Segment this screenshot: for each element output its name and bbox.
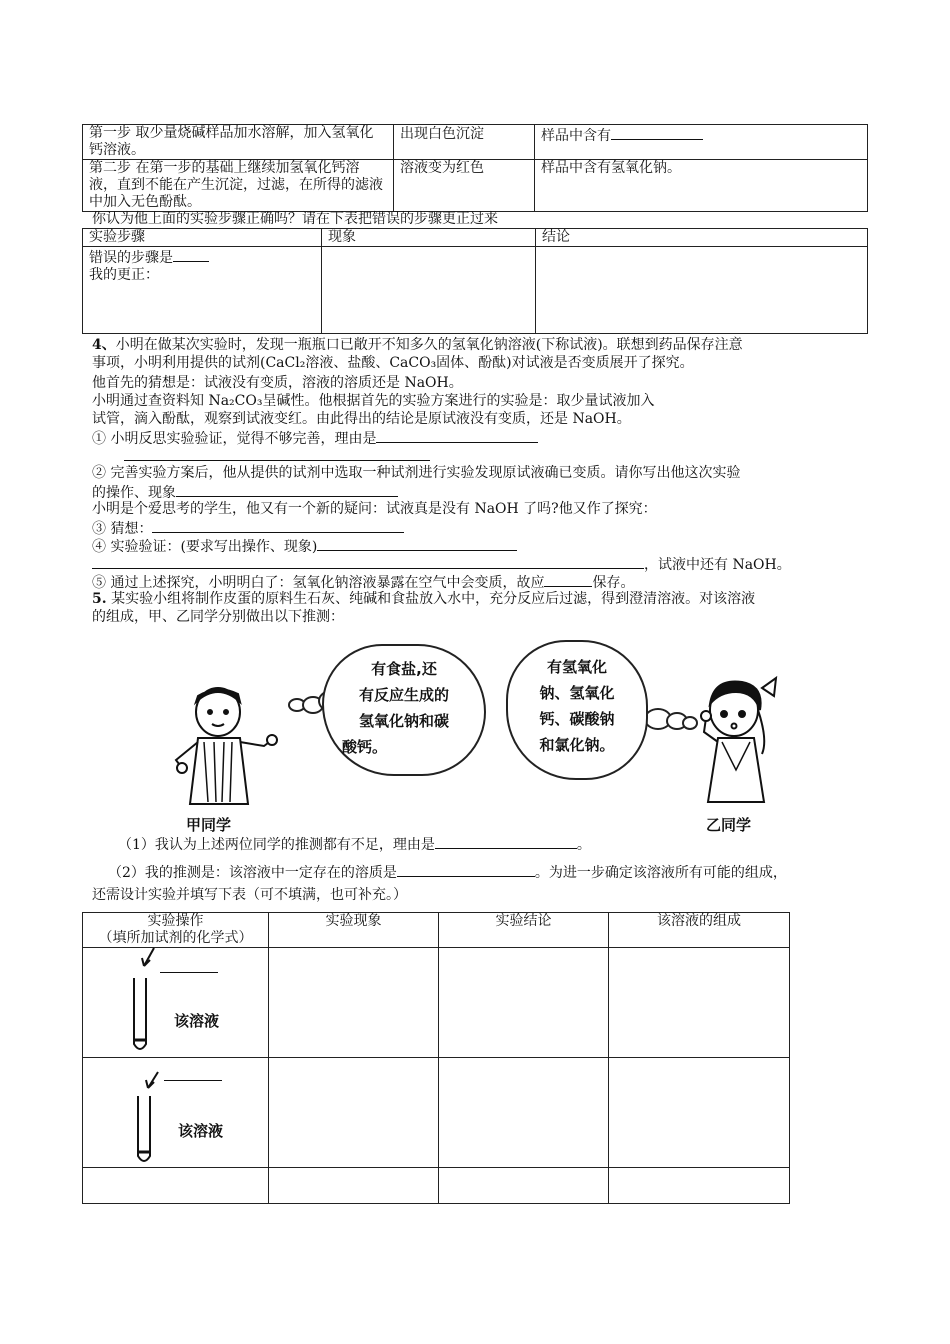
q4-line-5: 试管，滴入酚酞，观察到试液变红。由此得出的结论是原试液没有变质，还是 NaOH。 — [92, 411, 631, 427]
q4-line-9: 小明是个爱思考的学生，他又有一个新的疑问：试液真是没有 NaOH 了吗?他又作了探究： — [92, 501, 657, 517]
label-jia: 甲同学 — [186, 816, 232, 834]
phenomenon-cell: 出现白色沉淀 — [394, 125, 535, 160]
header-cell: 实验步骤 — [83, 229, 322, 247]
table-row — [83, 247, 868, 334]
result-table — [82, 124, 868, 212]
q4-line-6: ① 小明反思实验验证，觉得不够完善，理由是 — [92, 428, 538, 448]
composition-cell — [609, 948, 790, 1058]
table-row — [83, 1168, 790, 1204]
table-row — [83, 913, 790, 948]
phenomenon-cell — [322, 247, 536, 334]
q5-line-2: 的组成，甲、乙同学分别做出以下推测： — [92, 609, 344, 625]
header-cell: 实验结论 — [439, 913, 609, 948]
table-row — [83, 160, 868, 212]
answer-blank[interactable] — [435, 834, 577, 849]
answer-blank[interactable] — [173, 247, 209, 262]
phenomenon-cell — [269, 1168, 439, 1204]
reagent-blank[interactable] — [160, 958, 218, 973]
q5-part-1: （1）我认为上述两位同学的推测都有不足，理由是 。 — [118, 834, 591, 854]
q4-line-2: 事项，小明利用提供的试剂(CaCl₂溶液、盐酸、CaCO₃固体、酚酞)对试液是否变质展开了探究。 — [92, 355, 694, 371]
composition-cell — [609, 1168, 790, 1204]
q4-line-4: 小明通过查资料知 Na₂CO₃呈碱性。他根据首先的实验方案进行的实验是：取少量试液加入 — [92, 393, 655, 409]
thought-bubble-jia: 有食盐,还 有反应生成的 氢氧化钠和碳 酸钙。 — [322, 644, 486, 776]
phenomenon-cell — [269, 1058, 439, 1168]
q5-part-2: （2）我的推测是：该溶液中一定存在的溶质是 。为进一步确定该溶液所有可能的组成， — [108, 862, 787, 882]
tube-label: 该溶液 — [174, 1012, 220, 1030]
q5-part-2-cont: 还需设计实验并填写下表（可不填满，也可补充。） — [92, 887, 407, 903]
header-cell: 现象 — [322, 229, 536, 247]
q4-line-10: ③ 猜想： — [92, 518, 404, 538]
conclusion-cell — [536, 247, 868, 334]
header-cell: 结论 — [536, 229, 868, 247]
conclusion-cell — [439, 1168, 609, 1204]
q4-line-13: ⑤ 通过上述探究，小明明白了：氢氧化钠溶液暴露在空气中会变质，故应 保存。 — [92, 572, 634, 592]
conclusion-cell — [439, 1058, 609, 1168]
phenomenon-cell: 溶液变为红色 — [394, 160, 535, 212]
q5-line-1: 5. 某实验小组将制作皮蛋的原料生石灰、纯碱和食盐放入水中，充分反应后过滤，得到澄清溶液。对该溶液 — [92, 591, 756, 607]
boy-student-figure — [168, 684, 280, 812]
operation-cell — [83, 1168, 269, 1204]
composition-cell — [609, 1058, 790, 1168]
q4-line-1: 4、小明在做某次实验时，发现一瓶瓶口已敞开不知多久的氢氧化钠溶液(下称试液)。联想到药品保存注意 — [92, 337, 743, 353]
header-cell: 该溶液的组成 — [609, 913, 790, 948]
experiment-table — [82, 912, 790, 1204]
correction-table — [82, 228, 868, 334]
answer-blank[interactable] — [92, 554, 644, 569]
step-cell: 第一步 取少量烧碱样品加水溶解，加入氢氧化钙溶液。 — [83, 125, 394, 160]
table-row — [83, 125, 868, 160]
thought-bubble-yi: 有氢氧化 钠、氢氧化 钙、碳酸钠 和氯化钠。 — [506, 640, 648, 780]
answer-blank[interactable] — [176, 482, 398, 497]
q4-line-12: ，试液中还有 NaOH。 — [92, 554, 791, 574]
table-question: 你认为他上面的实验步骤正确吗？请在下表把错误的步骤更正过来 — [92, 211, 498, 227]
test-tube-icon — [130, 1070, 170, 1170]
conclusion-cell: 样品中含有 — [535, 125, 868, 160]
header-cell: 实验现象 — [269, 913, 439, 948]
girl-student-figure — [684, 670, 784, 810]
q4-line-3: 他首先的猜想是：试液没有变质，溶液的溶质还是 NaOH。 — [92, 375, 463, 391]
conclusion-cell: 样品中含有氢氧化钠。 — [535, 160, 868, 212]
answer-blank[interactable] — [317, 536, 517, 551]
answer-blank[interactable] — [376, 428, 538, 443]
table-row — [83, 229, 868, 247]
q4-line-11: ④ 实验验证：(要求写出操作、现象) — [92, 536, 517, 556]
q4-line-8: 的操作、现象 — [92, 482, 398, 502]
answer-blank[interactable] — [397, 862, 535, 877]
thought-puff — [682, 716, 698, 730]
tube-label: 该溶液 — [178, 1122, 224, 1140]
answer-blank[interactable] — [124, 446, 430, 461]
header-cell: 实验操作 （填所加试剂的化学式） — [83, 913, 269, 948]
answer-blank[interactable] — [152, 518, 404, 533]
step-cell: 第二步 在第一步的基础上继续加氢氧化钙溶液，直到不能在产生沉淀，过滤，在所得的滤液中加入无色酚酞。 — [83, 160, 394, 212]
q4-line-7: ② 完善实验方案后，他从提供的试剂中选取一种试剂进行实验发现原试液确已变质。请你写出他这次实验 — [92, 465, 741, 481]
answer-blank[interactable] — [544, 572, 592, 587]
answer-blank[interactable] — [611, 125, 703, 140]
conclusion-cell — [439, 948, 609, 1058]
label-yi: 乙同学 — [706, 816, 752, 834]
reagent-blank[interactable] — [164, 1066, 222, 1081]
phenomenon-cell — [269, 948, 439, 1058]
step-cell: 错误的步骤是 我的更正： — [83, 247, 322, 334]
